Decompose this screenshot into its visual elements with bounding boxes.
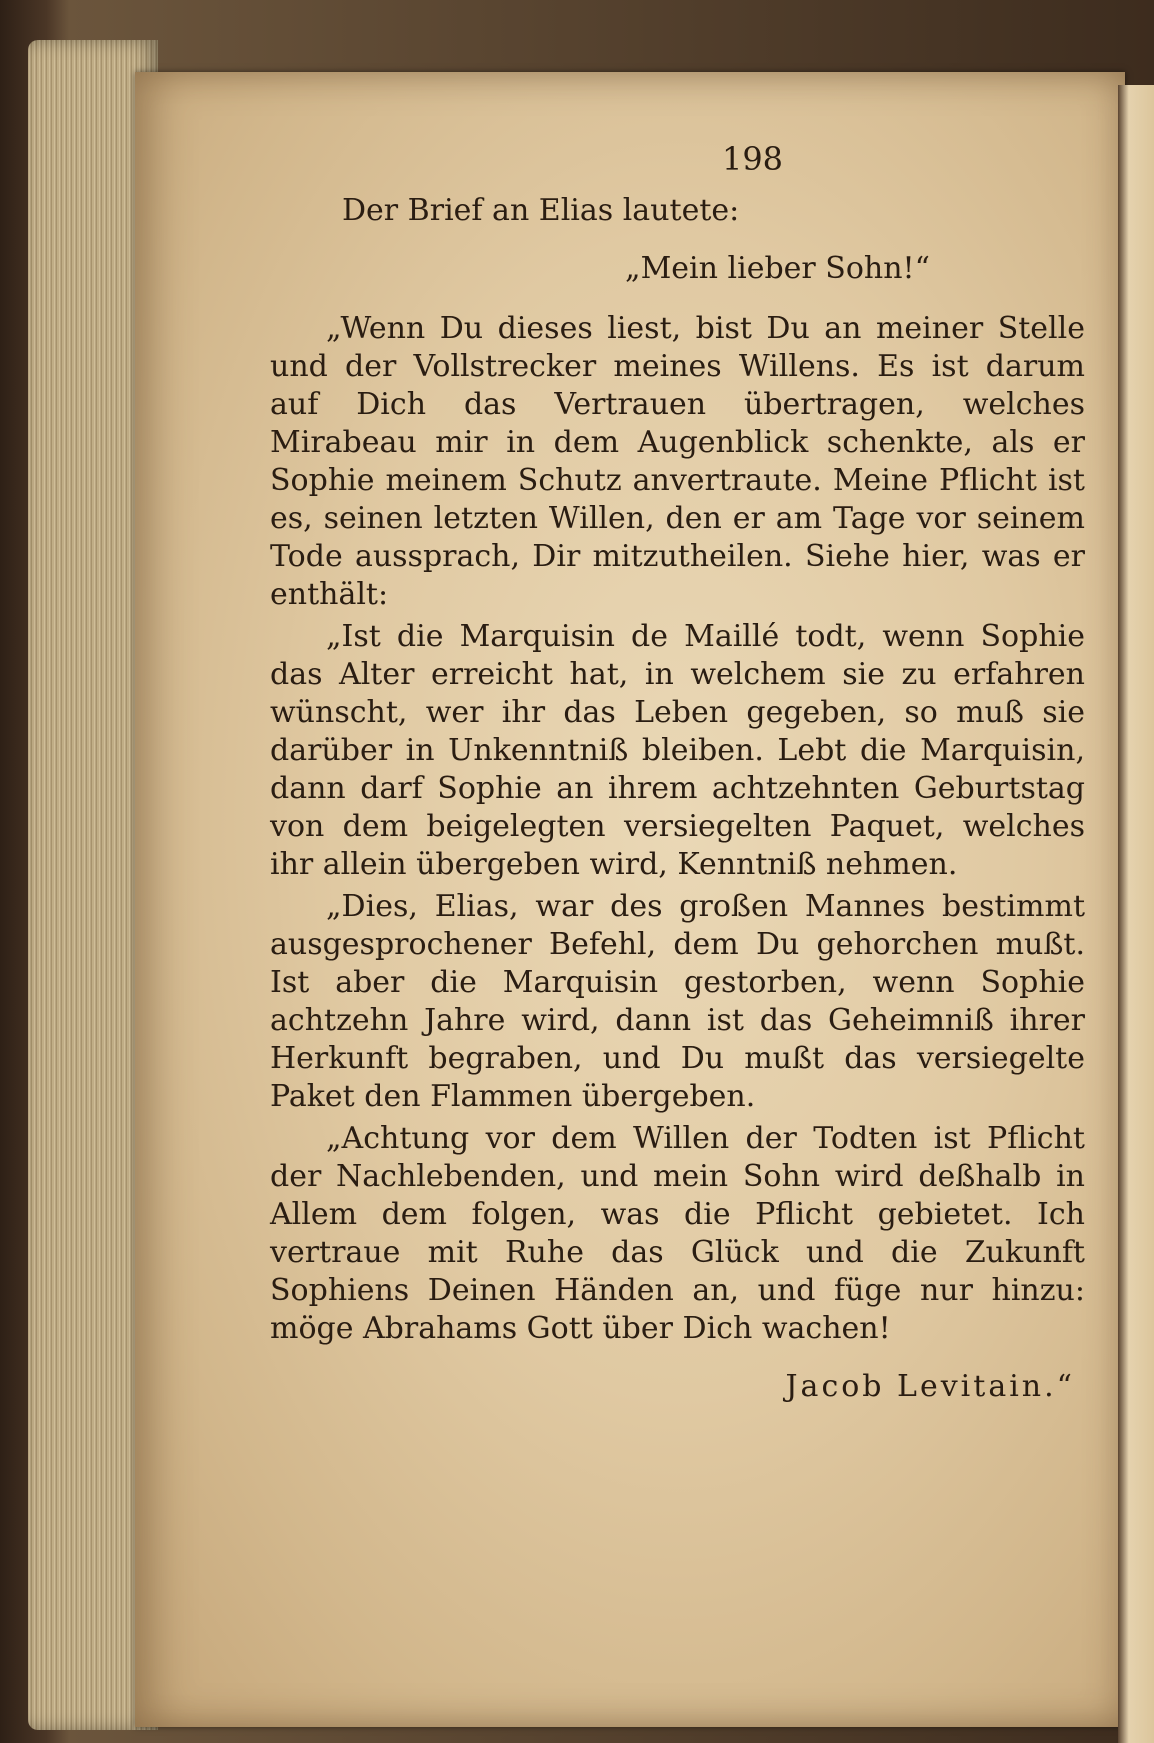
page-text xyxy=(270,140,1085,1406)
paragraph-3: „Dies, Elias, war des großen Mannes bestimmt ausgesprochener Befehl, dem Du gehorchen mußt. Ist aber die Marquisin gestorben, wenn Sophie achtzehn Jahre wird, dann ist das Geheimniß ihrer Herkunft begraben, und Du mußt das versiegelte Paket den Flammen übergeben. xyxy=(270,889,1085,1114)
paragraph-1: „Wenn Du dieses liest, bist Du an meiner Stelle und der Vollstrecker meines Willens. Es ist darum auf Dich das Vertrauen übertragen, welches Mirabeau mir in dem Augenblick schenkte, als er Sophie meinem Schutz anvertraute. Meine Pflicht ist es, seinen letzten Willen, den er am Tage vor seinem Tode aussprach, Dir mitzutheilen. Siehe hier, was er enthält: xyxy=(270,311,1085,612)
paragraph-4: „Achtung vor dem Willen der Todten ist Pflicht der Nachlebenden, und mein Sohn wird deßhalb in Allem dem folgen, was die Pflicht gebietet. Ich vertraue mit Ruhe das Glück und die Zukunft Sophiens Deinen Händen an, und füge nur hinzu: möge Abrahams Gott über Dich wachen! xyxy=(270,1121,1085,1346)
letter-salutation: „Mein lieber Sohn!“ xyxy=(625,251,930,286)
next-page-edge xyxy=(1118,85,1154,1743)
page-number: 198 xyxy=(721,140,784,178)
paragraph-2: „Ist die Marquisin de Maillé todt, wenn Sophie das Alter erreicht hat, in welchem sie zu erfahren wünscht, wer ihr das Leben gegeben, so muß sie darüber in Unkenntniß bleiben. Lebt die Marquisin, dann darf Sophie an ihrem achtzehnten Geburtstag von dem beigelegten versiegelten Paquet, welches ihr allein übergeben wird, Kenntniß nehmen. xyxy=(270,619,1085,882)
letter-intro: Der Brief an Elias lautete: xyxy=(342,193,740,228)
letter-signature: Jacob Levitain.“ xyxy=(785,1369,1075,1404)
